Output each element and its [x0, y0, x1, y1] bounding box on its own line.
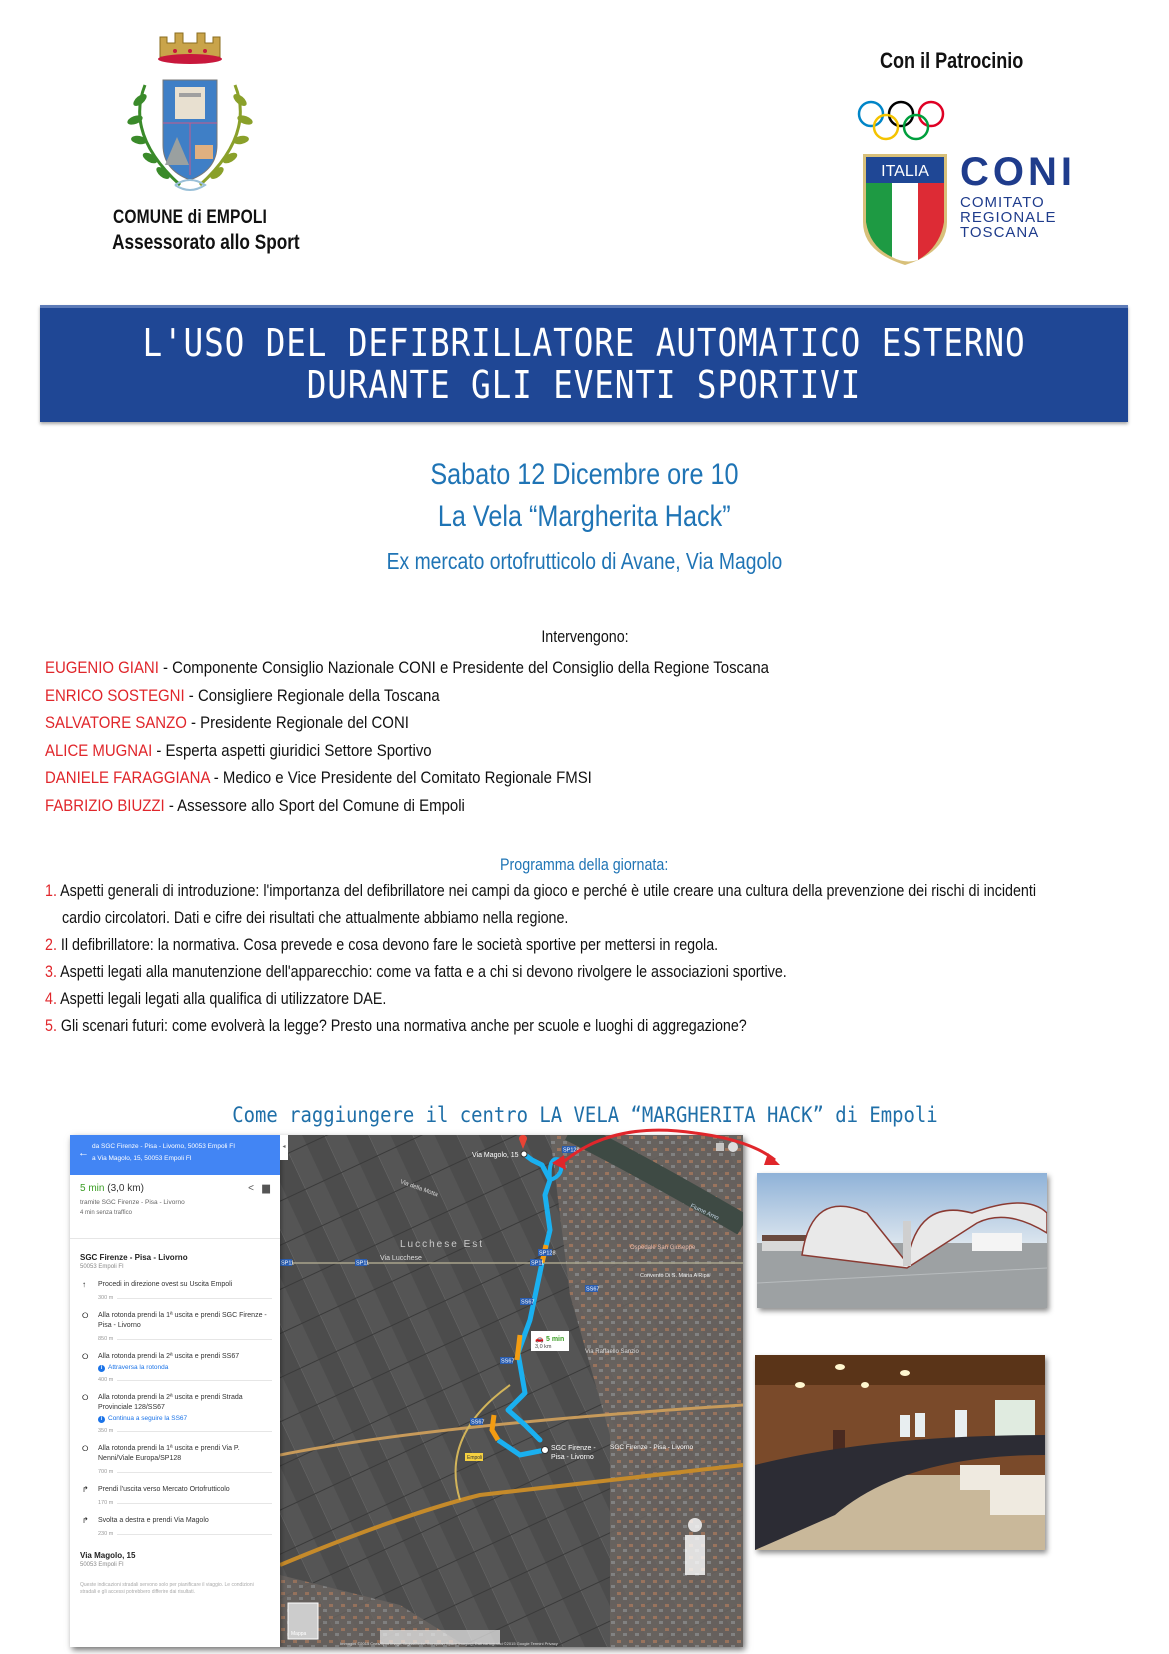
program-item-number: 2.	[45, 935, 57, 954]
assessorato-name: Assessorato allo Sport	[112, 231, 300, 254]
route-start-name: SGC Firenze - Pisa - Livorno	[80, 1253, 188, 1262]
program-item-number: 4.	[45, 989, 57, 1008]
map-label-destination: Via Magolo, 15	[472, 1152, 519, 1159]
speaker-item	[45, 682, 1095, 710]
print-icon[interactable]: ▆	[262, 1183, 270, 1194]
route-from: da SGC Firenze - Pisa - Livorno, 50053 Empoli FI	[92, 1143, 236, 1150]
direction-step[interactable]	[70, 1510, 280, 1541]
map-label-street: Via Lucchese	[380, 1255, 422, 1262]
speaker-item	[45, 737, 1095, 765]
direction-step[interactable]	[70, 1387, 280, 1438]
program-item	[45, 877, 1145, 904]
program-item-text: Il defibrillatore: la normativa. Cosa prevede e cosa devono fare le società sportive per mettersi in regola.	[56, 935, 719, 954]
speaker-role: - Presidente Regionale del CONI	[186, 713, 409, 732]
route-no-traffic: 4 min senza traffico	[80, 1210, 132, 1216]
program-item-text: Aspetti legati alla manutenzione dell'apparecchio: come va fatta e a chi si devono rivolgere le associazioni sportive.	[56, 962, 787, 981]
program-item-text: Aspetti legali legati alla qualifica di utilizzatore DAE.	[56, 989, 387, 1008]
route-time-distance	[80, 1183, 270, 1194]
program-heading	[0, 855, 1169, 875]
program-list	[45, 877, 1145, 1039]
title-banner	[40, 305, 1128, 422]
speaker-name: FABRIZIO BIUZZI	[45, 795, 165, 815]
route-start	[70, 1239, 280, 1274]
road-shield-label: SP128	[563, 1147, 580, 1154]
comune-empoli-logo	[95, 25, 300, 275]
conference-hall-photo	[755, 1355, 1045, 1550]
map-label-road: SGC Firenze - Pisa - Livorno	[610, 1444, 694, 1451]
program-item-text: Aspetti generali di introduzione: l'importanza del defibrillatore nei campi da gioco e perché è utile creare una cultura della prevenzione dei rischi di incidenti	[56, 881, 1037, 900]
road-shield-label: SP128	[539, 1250, 556, 1257]
roundabout-icon: ⭘	[82, 1393, 89, 1402]
map-label-street: Via Raffaello Sanzio	[585, 1349, 639, 1355]
speakers-heading-text: Intervengono:	[540, 627, 629, 646]
destination-marker[interactable]	[521, 1151, 527, 1157]
route-via: tramite SGC Firenze - Pisa - Livorno	[80, 1199, 185, 1206]
program-item	[45, 1012, 1145, 1039]
speakers-heading	[0, 627, 1169, 647]
italia-shield-label: ITALIA	[881, 163, 929, 180]
step-distance: 170 m	[98, 1500, 272, 1510]
speaker-item	[45, 654, 1095, 682]
turn-right-icon: ↱	[82, 1516, 89, 1525]
back-arrow-icon[interactable]: ←	[78, 1147, 89, 1159]
google-maps-screenshot	[70, 1135, 743, 1647]
program-item-number: 3.	[45, 962, 57, 981]
program-item	[45, 985, 1145, 1012]
origin-marker[interactable]	[542, 1447, 549, 1454]
traffic-segment	[517, 1335, 520, 1360]
speaker-name: ENRICO SOSTEGNI	[45, 685, 185, 705]
road-shield-label: SP11	[531, 1260, 545, 1267]
my-location-button[interactable]	[688, 1518, 702, 1532]
route-duration: 5 min	[80, 1183, 105, 1194]
road-shield-label: SS67	[501, 1358, 515, 1365]
title-line2: DURANTE GLI EVENTI SPORTIVI	[306, 363, 862, 407]
speaker-role: - Medico e Vice Presidente del Comitato Regionale FMSI	[209, 768, 592, 787]
direction-step[interactable]	[70, 1479, 280, 1510]
step-text: Svolta a destra e prendi Via Magolo	[98, 1517, 209, 1524]
directions-header	[70, 1135, 280, 1175]
speaker-name: ALICE MUGNAI	[45, 740, 153, 760]
direction-step[interactable]	[70, 1305, 280, 1346]
comune-name: COMUNE di EMPOLI	[112, 207, 268, 228]
program-item-number: 5.	[45, 1016, 57, 1035]
step-text: Prendi l'uscita verso Mercato Ortofrutticolo	[98, 1486, 230, 1493]
road-shield-label: SS67	[586, 1286, 600, 1293]
coni-line1: COMITATO	[960, 194, 1045, 211]
arrow-up-icon: ↑	[82, 1280, 86, 1289]
route-end-name: Via Magolo, 15	[80, 1551, 136, 1560]
route-start-address: 50053 Empoli FI	[80, 1264, 124, 1270]
direction-step[interactable]	[70, 1346, 280, 1387]
patronage-text: Con il Patrocinio	[880, 48, 1024, 73]
car-icon: 🚗	[535, 1335, 544, 1343]
map-label-origin: SGC Firenze -	[551, 1445, 596, 1452]
speaker-role: - Consigliere Regionale della Toscana	[184, 685, 440, 705]
event-date-text: Sabato 12 Dicembre ore 10	[430, 458, 739, 491]
map-label-district: Lucchese Est	[400, 1239, 485, 1250]
route-end	[70, 1541, 280, 1568]
speaker-item	[45, 764, 1095, 792]
route-to: a Via Magolo, 15, 50053 Empoli FI	[92, 1155, 192, 1162]
step-distance: 400 m	[98, 1377, 272, 1387]
speaker-name: EUGENIO GIANI	[45, 658, 159, 677]
step-distance: 230 m	[98, 1531, 272, 1541]
exit-label: Empoli	[467, 1455, 483, 1461]
coni-wordmark	[960, 152, 1076, 240]
roundabout-icon: ⭘	[82, 1311, 89, 1320]
road-shield-label: SS67	[471, 1419, 485, 1426]
route-distance: (3,0 km)	[107, 1183, 144, 1194]
speaker-name: DANIELE FARAGGIANA	[45, 768, 210, 787]
speaker-role: - Componente Consiglio Nazionale CONI e Presidente del Consiglio della Regione Toscana	[158, 658, 770, 677]
olympic-rings-icon	[855, 100, 955, 145]
program-item	[45, 958, 1145, 985]
program-item-number: 1.	[45, 881, 57, 900]
route-end-address: 50053 Empoli FI	[80, 1562, 124, 1568]
step-text: Procedi in direzione ovest su Uscita Empoli	[98, 1281, 233, 1288]
speaker-role: - Esperta aspetti giuridici Settore Sportivo	[152, 740, 432, 760]
map-label-street: Via della Motta	[399, 1179, 439, 1199]
satellite-map[interactable]	[280, 1135, 743, 1647]
directions-disclaimer: Queste indicazioni stradali servono solo per pianificare il viaggio. Le condizioni stradali e gli accessi potrebbero differire dai risultati.	[80, 1582, 254, 1595]
step-distance: 850 m	[98, 1336, 272, 1346]
coni-acronym: CONI	[960, 150, 1076, 194]
title-line1: L'USO DEL DEFIBRILLATORE AUTOMATICO ESTERNO	[142, 321, 1026, 365]
program-item-text: Gli scenari futuri: come evolverà la legge? Presto una normativa anche per scuole e luoghi di aggregazione?	[56, 1016, 747, 1035]
step-note: i Continua a seguire la SS67	[98, 1415, 272, 1423]
route-info-distance: 3,0 km	[535, 1344, 552, 1350]
step-text: Alla rotonda prendi la 2ª uscita e prendi Strada Provinciale 128/SS67	[98, 1394, 243, 1411]
road-shield-label: SP11	[281, 1260, 295, 1267]
map-attribution: Immagini ©2015 Cnes/Spot Image, DigitalGlobe, European Space Imaging, Dati cartografici ©2015 Google Termini Privacy	[340, 1641, 558, 1646]
program-item-continuation-text: cardio circolatori. Dati e cifre dei risultati che attualmente abbiamo nella regione.	[62, 908, 569, 927]
event-address-text: Ex mercato ortofrutticolo di Avane, Via Magolo	[386, 548, 783, 574]
map-label-poi: Convento Di S. Maria A Ripa	[640, 1273, 710, 1279]
step-distance: 700 m	[98, 1469, 272, 1479]
road-shield-label: SP11	[356, 1260, 370, 1267]
route-summary	[70, 1175, 280, 1239]
program-heading-text: Programma della giornata:	[500, 855, 669, 874]
share-icon[interactable]: <	[248, 1183, 254, 1194]
event-date	[0, 458, 1169, 492]
event-address	[0, 548, 1169, 575]
ramp-right-icon: ↱	[82, 1485, 89, 1494]
direction-step[interactable]	[70, 1438, 280, 1479]
map-type-label: Mappa	[291, 1631, 307, 1637]
route-info-time: 5 min	[546, 1336, 565, 1343]
direction-step[interactable]	[70, 1274, 280, 1305]
program-item	[45, 931, 1145, 958]
step-text: Alla rotonda prendi la 2ª uscita e prendi SS67	[98, 1353, 240, 1360]
map-label-river: Fiume Arno	[689, 1203, 720, 1222]
speaker-item	[45, 792, 1095, 820]
roundabout-icon: ⭘	[82, 1444, 89, 1453]
directions-heading	[0, 1103, 1169, 1127]
speakers-list	[45, 654, 1095, 819]
speaker-role: - Assessore allo Sport del Comune di Empoli	[164, 795, 465, 815]
roundabout-icon: ⭘	[82, 1352, 89, 1361]
map-label-origin: Pisa - Livorno	[551, 1454, 594, 1461]
speaker-name: SALVATORE SANZO	[45, 713, 187, 732]
step-distance: 300 m	[98, 1295, 272, 1305]
directions-panel	[70, 1135, 280, 1647]
coni-line3: TOSCANA	[960, 224, 1040, 241]
la-vela-building-photo	[757, 1173, 1047, 1308]
italia-shield-icon	[860, 152, 950, 267]
speaker-item	[45, 709, 1095, 737]
event-venue	[0, 500, 1169, 534]
step-distance: 350 m	[98, 1428, 272, 1438]
collapse-panel-button[interactable]: ◂	[280, 1135, 288, 1160]
program-item-continuation	[45, 904, 1145, 931]
step-text: Alla rotonda prendi la 1ª uscita e prendi SGC Firenze - Pisa - Livorno	[98, 1312, 267, 1329]
step-text: Alla rotonda prendi la 1ª uscita e prendi Via P. Nenni/Viale Europa/SP128	[98, 1445, 240, 1462]
event-venue-text: La Vela “Margherita Hack”	[438, 500, 731, 533]
road-shield-label: SS67	[521, 1299, 535, 1306]
empoli-coat-of-arms-icon	[105, 25, 275, 205]
zoom-controls[interactable]	[685, 1535, 705, 1575]
patronage-label	[880, 48, 1060, 74]
step-note: i Attraversa la rotonda	[98, 1364, 272, 1372]
coni-line2: REGIONALE	[960, 209, 1057, 226]
map-label-poi: Ospedale San Giuseppe	[630, 1245, 696, 1251]
directions-heading-text: Come raggiungere il centro LA VELA “MARGHERITA HACK” di Empoli	[231, 1103, 938, 1127]
